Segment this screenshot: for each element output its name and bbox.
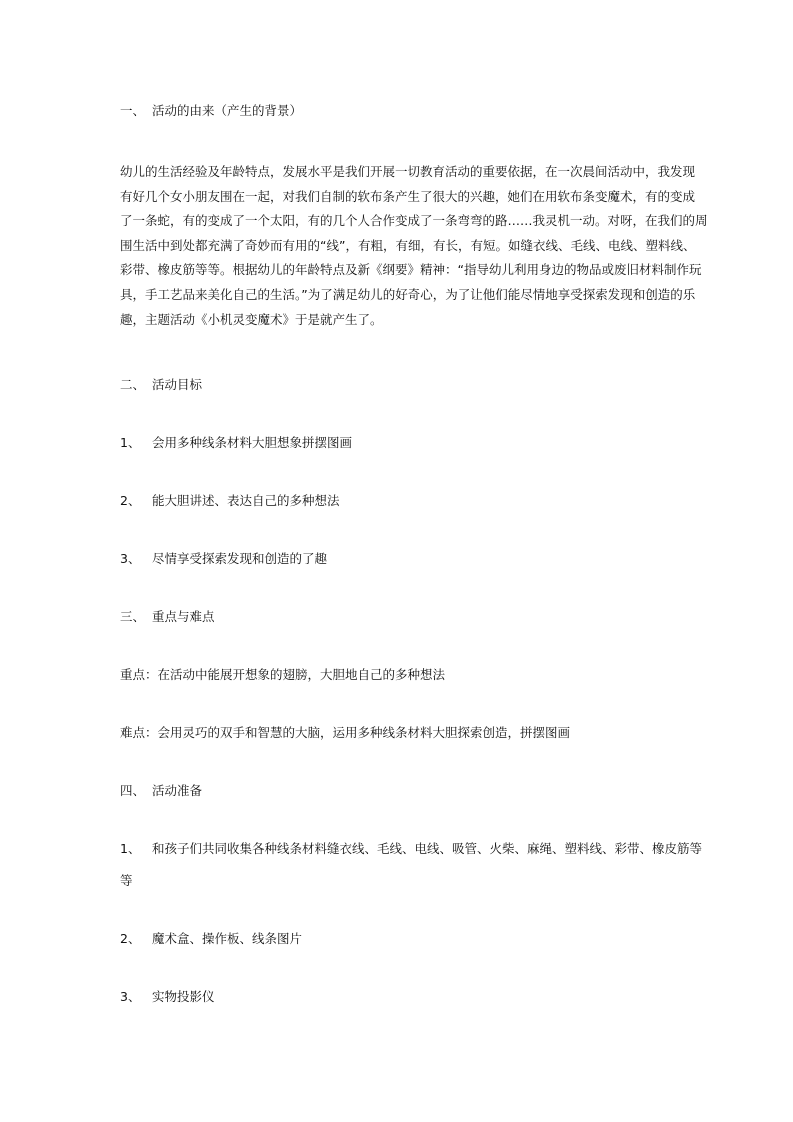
section-4-title: 活动准备 xyxy=(152,783,203,799)
goal-item xyxy=(120,434,680,452)
preparation-item xyxy=(120,930,680,948)
goal-item xyxy=(120,492,680,510)
paragraph-line: 趣，主题活动《小机灵变魔术》于是就产生了。 xyxy=(120,311,383,327)
difficult-point: 难点：会用灵巧的双手和智慧的大脑，运用多种线条材料大胆探索创造，拼摆图画 xyxy=(120,725,571,741)
preparation-item-number: 2、 xyxy=(120,931,141,947)
section-1-heading xyxy=(120,102,680,120)
key-point: 重点：在活动中能展开想象的翅膀，大胆地自己的多种想法 xyxy=(120,667,446,683)
section-1-paragraph xyxy=(120,160,708,332)
goal-item-text: 会用多种线条材料大胆想象拼摆图画 xyxy=(152,435,353,451)
preparation-item-text: 实物投影仪 xyxy=(152,989,215,1005)
document-body xyxy=(120,102,708,1006)
section-2-title: 活动目标 xyxy=(152,377,203,393)
preparation-item-continuation: 等 xyxy=(120,873,133,889)
section-2-heading xyxy=(120,376,680,394)
preparation-item-text: 和孩子们共同收集各种线条材料缝衣线、毛线、电线、吸管、火柴、麻绳、塑料线、彩带、橡皮筋等 xyxy=(152,841,703,857)
section-3-number: 三、 xyxy=(120,609,146,625)
paragraph-line: 具，手工艺品来美化自己的生活。”为了满足幼儿的好奇心，为了让他们能尽情地享受探索发现和创造的乐 xyxy=(120,286,696,302)
preparation-item xyxy=(120,840,703,890)
paragraph-line: 彩带、橡皮筋等等。根据幼儿的年龄特点及新《纲要》精神：“指导幼儿利用身边的物品或废旧材料制作玩 xyxy=(120,262,702,278)
paragraph-line: 了一条蛇，有的变成了一个太阳，有的几个人合作变成了一条弯弯的路……我灵机一动。对呀，在我们的周 xyxy=(120,213,708,229)
paragraph-line: 幼儿的生活经验及年龄特点，发展水平是我们开展一切教育活动的重要依据，在一次晨间活动中，我发现 xyxy=(120,164,696,179)
section-3-title: 重点与难点 xyxy=(152,609,215,625)
section-4-number: 四、 xyxy=(120,783,146,799)
preparation-item-number: 1、 xyxy=(120,841,141,857)
goal-item-number: 1、 xyxy=(120,435,141,451)
section-1-title: 活动的由来（产生的背景） xyxy=(152,103,303,118)
preparation-item-text: 魔术盒、操作板、线条图片 xyxy=(152,931,303,947)
goal-item-text: 能大胆讲述、表达自己的多种想法 xyxy=(152,493,340,509)
paragraph-line: 有好几个女小朋友围在一起，对我们自制的软布条产生了很大的兴趣，她们在用软布条变魔术，有的变成 xyxy=(120,188,696,204)
goal-item-number: 2、 xyxy=(120,493,141,509)
preparation-item-number: 3、 xyxy=(120,989,141,1005)
preparation-item xyxy=(120,988,680,1006)
section-1-number: 一、 xyxy=(120,103,146,118)
section-3-heading xyxy=(120,608,680,626)
goal-item-text: 尽情享受探索发现和创造的了趣 xyxy=(152,551,328,567)
section-2-number: 二、 xyxy=(120,377,146,393)
goal-item xyxy=(120,550,680,568)
paragraph-line: 围生活中到处都充满了奇妙而有用的“线”，有粗，有细，有长，有短。如缝衣线、毛线、电线、塑料线、 xyxy=(120,237,696,253)
section-4-heading xyxy=(120,782,680,800)
goal-item-number: 3、 xyxy=(120,551,141,567)
